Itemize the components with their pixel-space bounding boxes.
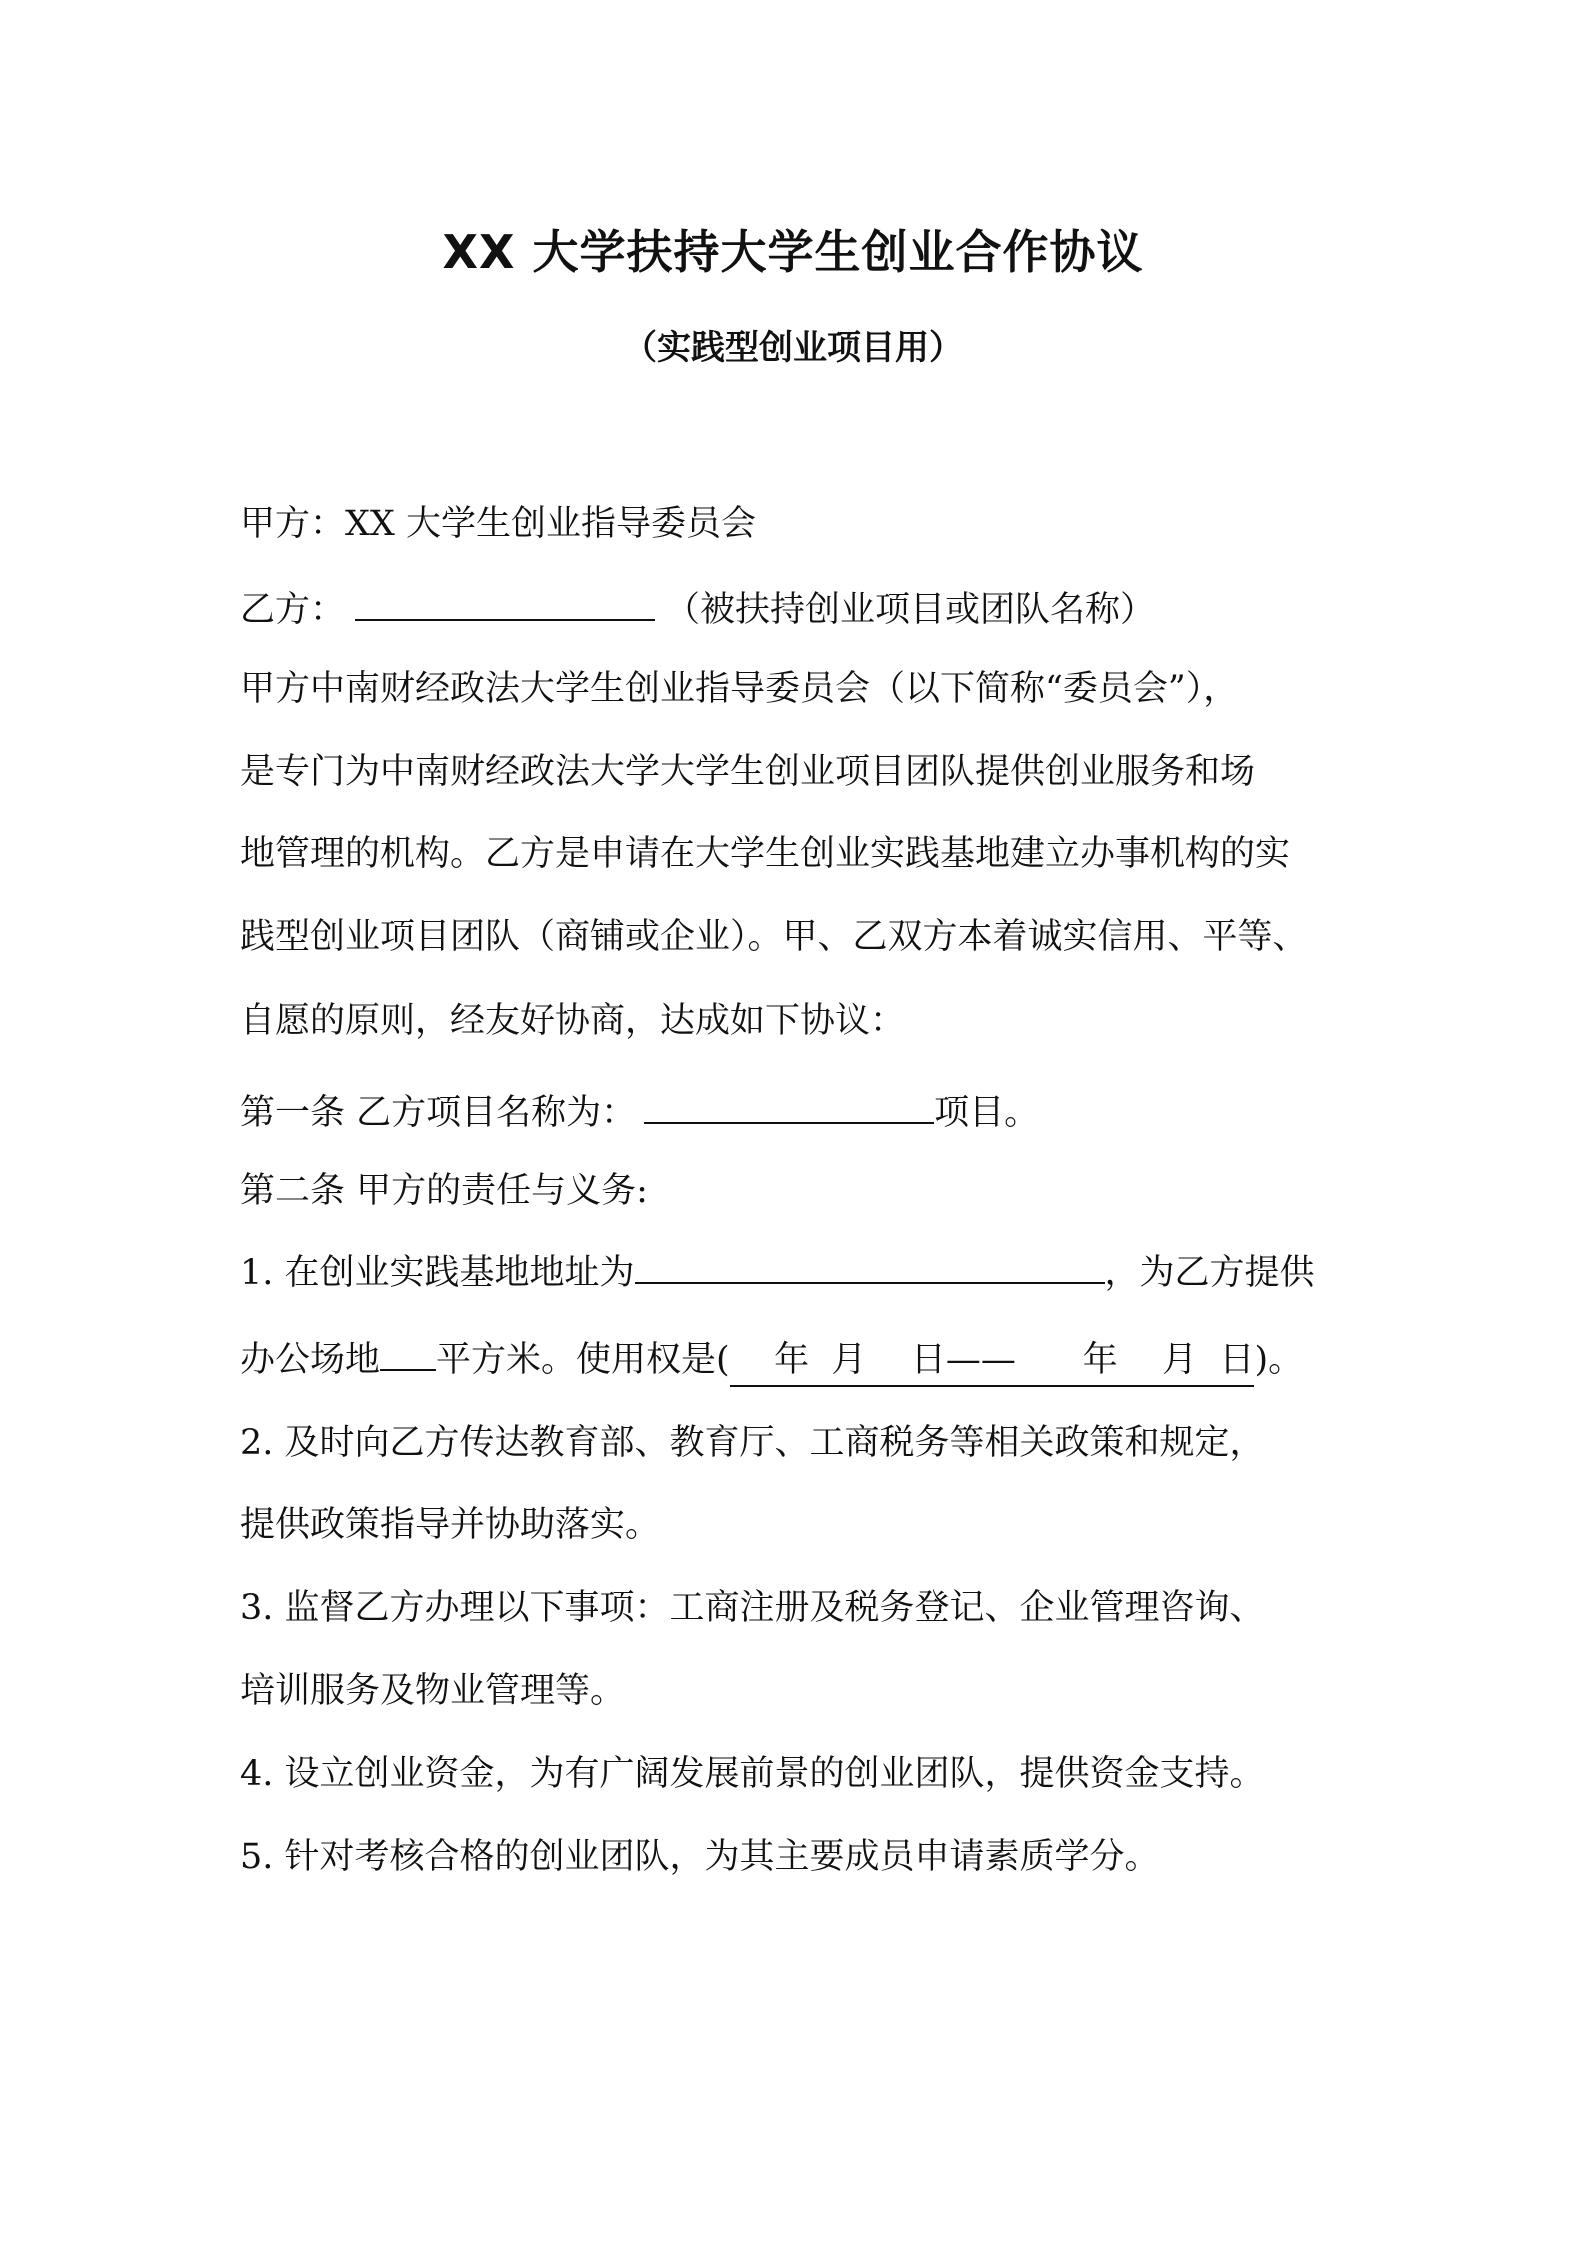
intro-line-1: 甲方中南财经政法大学生创业指导委员会（以下简称“委员会”）， <box>240 669 1239 709</box>
article-2-title: 第二条 甲方的责任与义务: <box>240 1171 648 1211</box>
item-1-prefix: 1. 在创业实践基地地址为 <box>240 1253 635 1293</box>
intro-line-5: 自愿的原则，经友好协商，达成如下协议： <box>240 1001 906 1041</box>
item-1b-middle: 平方米。使用权是( <box>436 1340 730 1380</box>
project-name-blank[interactable] <box>644 1088 934 1124</box>
item-3-line-1: 3. 监督乙方办理以下事项：工商注册及税务登记、企业管理咨询、 <box>240 1588 1265 1628</box>
item-1-suffix: ，为乙方提供 <box>1104 1253 1315 1293</box>
usage-period-blank[interactable]: 年 月 日—— 年 月 日 <box>730 1335 1255 1387</box>
intro-line-2: 是专门为中南财经政法大学大学生创业项目团队提供创业服务和场 <box>240 752 1256 792</box>
party-b-line <box>240 585 1360 635</box>
item-5-line: 5. 针对考核合格的创业团队，为其主要成员申请素质学分。 <box>240 1837 1160 1877</box>
item-1b-prefix: 办公场地 <box>240 1340 381 1380</box>
article-1-line <box>240 1088 1360 1138</box>
item-2-line-1: 2. 及时向乙方传达教育部、教育厅、工商税务等相关政策和规定， <box>240 1423 1265 1463</box>
item-1-line <box>240 1248 1360 1298</box>
article-1-prefix: 第一条 乙方项目名称为： <box>240 1093 637 1133</box>
item-1b-suffix: )。 <box>1254 1340 1304 1380</box>
base-address-blank[interactable] <box>635 1248 1105 1284</box>
item-1b-line <box>240 1335 1360 1387</box>
document-subtitle: （实践型创业项目用） <box>623 328 963 368</box>
intro-line-4: 践型创业项目团队（商铺或企业）。甲、乙双方本着诚实信用、平等、 <box>240 917 1308 957</box>
item-4-line: 4. 设立创业资金，为有广阔发展前景的创业团队，提供资金支持。 <box>240 1754 1265 1794</box>
area-blank[interactable] <box>380 1335 436 1371</box>
item-2-line-2: 提供政策指导并协助落实。 <box>240 1505 661 1545</box>
party-a-line: 甲方：XX 大学生创业指导委员会 <box>240 504 756 544</box>
article-1-suffix: 项目。 <box>934 1093 1040 1133</box>
party-b-name-blank[interactable] <box>355 585 655 621</box>
document-title: XX 大学扶持大学生创业合作协议 <box>442 225 1144 279</box>
intro-line-3: 地管理的机构。乙方是申请在大学生创业实践基地建立办事机构的实 <box>240 834 1291 874</box>
party-b-label: 乙方： <box>240 590 346 630</box>
party-b-note: （被扶持创业项目或团队名称） <box>665 590 1156 630</box>
item-3-line-2: 培训服务及物业管理等。 <box>240 1671 626 1711</box>
